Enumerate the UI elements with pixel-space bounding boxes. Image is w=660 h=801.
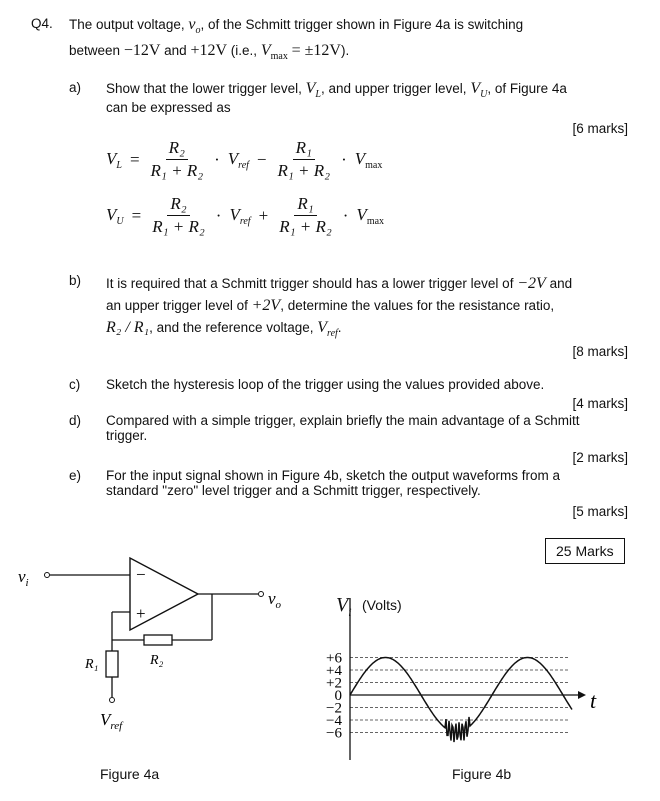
vl-symbol: $V_L$: [305, 80, 321, 100]
r1-resistor: [106, 651, 118, 677]
tick-label: +2: [326, 675, 342, 692]
part-a-text-1: Show that the lower trigger level,: [106, 81, 302, 96]
frac-r1-upper: $\frac{\text{R₁}}{\text{R₁ + R₂}}$: [279, 194, 332, 236]
tick-label: 0: [334, 688, 342, 704]
and-text: and: [164, 43, 187, 58]
part-b-text: [106, 273, 636, 345]
tick-label: −2: [326, 700, 342, 717]
intro-text-2: , of the Schmitt trigger shown in Figure 4a is switching: [200, 17, 524, 32]
frac-r2-upper: $\frac{\text{R₂}}{\text{R₁ + R₂}}$: [152, 194, 205, 236]
vi-axis-label: $V_i$: [336, 594, 352, 619]
part-d-line1: Compared with a simple trigger, explain briefly the main advantage of a Schmitt: [106, 413, 580, 428]
eq-dot-2: ·: [341, 149, 347, 169]
tick-label: −6: [326, 725, 342, 742]
eq-equals-2: =: [131, 205, 142, 225]
part-c-text: Sketch the hysteresis loop of the trigger using the values provided above.: [106, 377, 545, 392]
part-d-marks: [2 marks]: [572, 450, 628, 465]
frac-r1: $\frac{\text{R₁}}{\text{R₁ + R₂}}$: [277, 138, 331, 180]
question-number: Q4.: [31, 16, 53, 31]
eq-vmax-upper: $V_{max}$: [356, 204, 385, 227]
eq-dot-3: ·: [215, 205, 222, 225]
close-text: ).: [340, 43, 350, 58]
t-axis-label: t: [590, 688, 597, 713]
part-b-text-4: , and the reference voltage,: [149, 320, 314, 335]
ratio-symbol: R₂ / R₁: [106, 319, 150, 336]
equation-upper: [106, 194, 384, 237]
part-b-label: b): [69, 273, 82, 288]
part-d-line2: trigger.: [106, 428, 148, 443]
total-marks-box: 25 Marks: [545, 538, 625, 564]
volts-label: (Volts): [362, 597, 402, 613]
tick-label: −4: [326, 713, 342, 729]
vu-symbol: $V_U$: [470, 80, 488, 100]
eq-minus: −: [256, 149, 267, 169]
vmax-value: = ±12V: [291, 42, 341, 59]
part-a-line2: can be expressed as: [106, 100, 231, 115]
between-text: between: [69, 43, 121, 58]
lower-level-value: −2V: [517, 275, 546, 292]
r2-label: R₂: [150, 653, 164, 668]
eq-upper-lhs: $V_U$: [106, 204, 124, 227]
figure-4b-caption: Figure 4b: [452, 766, 512, 782]
opamp-minus: −: [136, 565, 146, 584]
part-b-text-3: , determine the values for the resistance ratio,: [280, 298, 555, 313]
part-a-text-2: , and upper trigger level,: [320, 81, 467, 96]
equation-lower: [106, 138, 382, 181]
vi-terminal: [45, 573, 50, 578]
tick-labels: [326, 651, 342, 742]
part-b-marks: [8 marks]: [572, 344, 628, 359]
tick-label: +6: [326, 650, 342, 667]
part-a-label: a): [69, 80, 82, 95]
part-b-text-2: an upper trigger level of: [106, 298, 248, 313]
eq-vref: $V_{ref}$: [227, 148, 249, 171]
eq-dot-4: ·: [342, 205, 349, 225]
vref-label: $V_{ref}$: [100, 710, 123, 732]
pos12-value: +12V: [190, 42, 228, 59]
frac-r2: $\frac{\text{R₂}}{\text{R₁ + R₂}}$: [150, 138, 204, 180]
question-intro-line1: [69, 16, 629, 36]
part-e-line2: standard "zero" level trigger and a Schmitt trigger, respectively.: [106, 483, 481, 498]
opamp-plus: +: [136, 604, 146, 623]
intro-text-1: The output voltage,: [69, 17, 185, 32]
part-d-text: [106, 413, 636, 443]
vmax-symbol: $V_{max}$: [260, 42, 288, 62]
figure-4a-circuit: [0, 555, 300, 765]
part-c-marks: [4 marks]: [572, 396, 628, 411]
ie-text: (i.e.,: [230, 43, 258, 58]
neg12-value: −12V: [123, 42, 161, 59]
eq-equals: =: [129, 149, 140, 169]
vi-label: $v_i$: [18, 567, 29, 589]
x-axis-arrow: [578, 691, 586, 699]
part-b-period: .: [337, 320, 342, 335]
part-d-label: d): [69, 413, 82, 428]
eq-plus: +: [258, 205, 269, 225]
vref-terminal: [110, 698, 115, 703]
eq-vmax: $V_{max}$: [354, 148, 383, 171]
question-intro-line2: [69, 42, 629, 62]
part-e-label: e): [69, 468, 82, 483]
r1-label: R₁: [85, 657, 99, 672]
figure-4a-caption: Figure 4a: [100, 766, 160, 782]
part-a-text: [106, 80, 626, 115]
part-e-line1: For the input signal shown in Figure 4b, sketch the output waveforms from a: [106, 468, 560, 483]
part-e-marks: [5 marks]: [572, 504, 628, 519]
vo-symbol: $v_o$: [188, 16, 201, 36]
vref-symbol: $V_{ref}$: [317, 319, 338, 339]
vo-label: $v_o$: [268, 589, 282, 611]
part-c-label: c): [69, 377, 81, 392]
eq-dot: ·: [214, 149, 220, 169]
vo-terminal: [259, 592, 264, 597]
eq-lower-lhs: $V_L$: [106, 148, 122, 171]
r2-resistor: [144, 635, 172, 645]
part-a-marks: [6 marks]: [572, 121, 628, 136]
eq-vref-upper: $V_{ref}$: [229, 204, 251, 227]
part-b-text-1: It is required that a Schmitt trigger should has a lower trigger level of: [106, 276, 514, 291]
part-e-text: [106, 468, 636, 498]
upper-level-value: +2V: [251, 297, 281, 314]
part-b-and: and: [549, 276, 573, 291]
part-a-text-3: , of Figure 4a: [487, 81, 567, 96]
tick-label: +4: [326, 663, 342, 679]
